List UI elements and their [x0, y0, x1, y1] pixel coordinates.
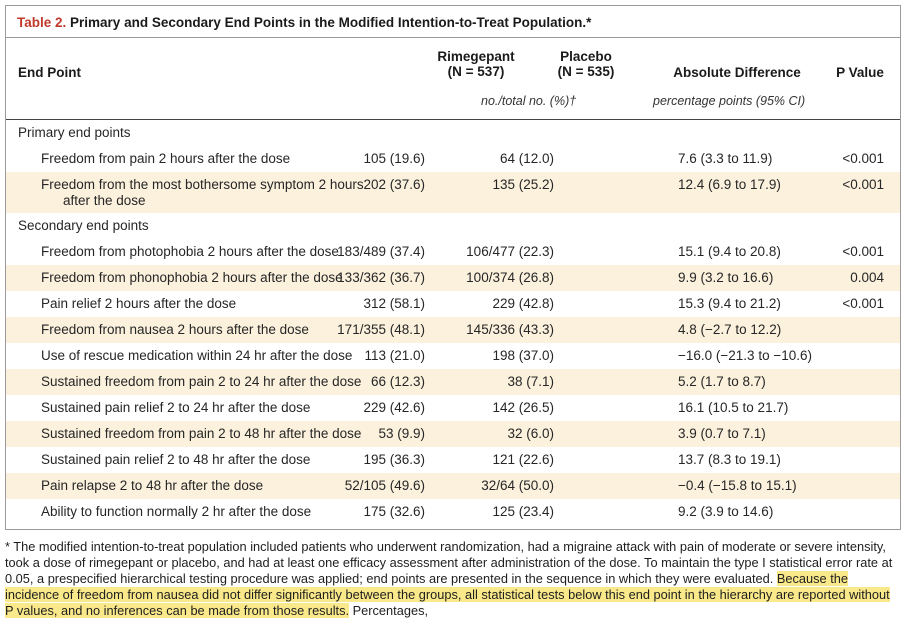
cell-difference: 5.2 (1.7 to 8.7) [678, 374, 766, 389]
cell-placebo: 125 (23.4) [492, 504, 554, 519]
table-title-text: Primary and Secondary End Points in the Modified Intention-to-Treat Population.* [66, 15, 592, 30]
header-units-counts: no./total no. (%)† [481, 94, 577, 108]
cell-placebo: 135 (25.2) [492, 177, 554, 192]
section-label: Secondary end points [18, 218, 149, 233]
cell-p-value: 0.004 [850, 270, 884, 285]
header-absolute-difference: Absolute Difference [673, 65, 801, 80]
header-units-diff: percentage points (95% CI) [653, 94, 806, 108]
cell-difference: 7.6 (3.3 to 11.9) [678, 151, 773, 166]
cell-p-value: <0.001 [842, 151, 884, 166]
cell-difference: 9.2 (3.9 to 14.6) [678, 504, 774, 519]
cell-placebo: 142 (26.5) [492, 400, 554, 415]
cell-p-value: <0.001 [842, 244, 884, 259]
cell-placebo: 32/64 (50.0) [481, 478, 554, 493]
table-row [6, 369, 900, 395]
table-row [6, 447, 900, 473]
cell-rimegepant: 133/362 (36.7) [337, 270, 425, 285]
cell-placebo: 100/374 (26.8) [466, 270, 554, 285]
cell-rimegepant: 175 (32.6) [363, 504, 425, 519]
cell-difference: 16.1 (10.5 to 21.7) [678, 400, 789, 415]
cell-p-value: <0.001 [842, 296, 884, 311]
cell-difference: 4.8 (−2.7 to 12.2) [678, 322, 782, 337]
cell-placebo: 121 (22.6) [492, 452, 554, 467]
cell-p-value: <0.001 [842, 177, 884, 192]
cell-rimegepant: 52/105 (49.6) [344, 478, 425, 493]
header-rimegepant-n: (N = 537) [447, 64, 505, 79]
table-number: Table 2. [17, 15, 67, 30]
table-body [6, 120, 900, 525]
table-row [6, 473, 900, 499]
cell-end-point: Freedom from the most bothersome symptom 2 hours after the dose [41, 177, 364, 208]
table-row [6, 317, 900, 343]
cell-end-point: Ability to function normally 2 hr after the dose [41, 504, 312, 519]
cell-placebo: 64 (12.0) [499, 151, 554, 166]
section-header-row [6, 213, 900, 239]
cell-difference: −16.0 (−21.3 to −10.6) [678, 348, 812, 363]
cell-placebo: 32 (6.0) [507, 426, 554, 441]
cell-end-point: Sustained freedom from pain 2 to 48 hr after the dose [41, 426, 362, 441]
cell-rimegepant: 66 (12.3) [370, 374, 425, 389]
cell-rimegepant: 171/355 (48.1) [337, 322, 425, 337]
cell-end-point: Freedom from photophobia 2 hours after the dose [41, 244, 339, 259]
table-row [6, 265, 900, 291]
cell-rimegepant: 195 (36.3) [363, 452, 425, 467]
cell-difference: 13.7 (8.3 to 19.1) [678, 452, 781, 467]
table-row [6, 239, 900, 265]
header-placebo: Placebo (N = 535) [557, 49, 615, 79]
cell-end-point: Freedom from phonophobia 2 hours after the dose [41, 270, 343, 285]
table-frame [5, 5, 901, 530]
cell-difference: 15.3 (9.4 to 21.2) [678, 296, 781, 311]
table-row [6, 291, 900, 317]
table-row [6, 146, 900, 172]
header-end-point: End Point [18, 65, 81, 80]
cell-end-point: Freedom from nausea 2 hours after the dose [41, 322, 309, 337]
cell-rimegepant: 53 (9.9) [378, 426, 425, 441]
table-row [6, 421, 900, 447]
table-row [6, 395, 900, 421]
table-row [6, 499, 900, 525]
cell-placebo: 229 (42.8) [492, 296, 554, 311]
cell-end-point: Freedom from pain 2 hours after the dose [41, 151, 291, 166]
cell-difference: 12.4 (6.9 to 17.9) [678, 177, 781, 192]
footnote-highlight: Because the incidence of freedom from nausea did not differ significantly between the groups, all statistical tests below this end point in the hierarchy are reported without P values, and no inferences can be made from those results. [5, 571, 890, 618]
cell-rimegepant: 312 (58.1) [363, 296, 425, 311]
cell-rimegepant: 105 (19.6) [363, 151, 425, 166]
cell-difference: 15.1 (9.4 to 20.8) [678, 244, 781, 259]
table-header [6, 38, 900, 120]
cell-end-point: Sustained freedom from pain 2 to 24 hr after the dose [41, 374, 362, 389]
table-title [6, 6, 900, 38]
footnote [5, 539, 901, 619]
table-row [6, 172, 900, 213]
cell-end-point: Sustained pain relief 2 to 24 hr after the dose [41, 400, 311, 415]
footnote-text-tail: Percentages, [349, 603, 429, 618]
cell-placebo: 38 (7.1) [507, 374, 554, 389]
cell-difference: 9.9 (3.2 to 16.6) [678, 270, 774, 285]
cell-rimegepant: 229 (42.6) [363, 400, 425, 415]
section-label: Primary end points [18, 125, 131, 140]
cell-placebo: 145/336 (43.3) [466, 322, 554, 337]
cell-end-point: Sustained pain relief 2 to 48 hr after the dose [41, 452, 311, 467]
cell-rimegepant: 183/489 (37.4) [337, 244, 425, 259]
cell-placebo: 106/477 (22.3) [466, 244, 554, 259]
table-row [6, 343, 900, 369]
cell-difference: 3.9 (0.7 to 7.1) [678, 426, 766, 441]
cell-end-point: Use of rescue medication within 24 hr after the dose [41, 348, 353, 363]
header-rimegepant: Rimegepant (N = 537) [437, 49, 515, 79]
cell-rimegepant: 113 (21.0) [364, 348, 425, 363]
section-header-row [6, 120, 900, 146]
cell-placebo: 198 (37.0) [492, 348, 554, 363]
cell-end-point: Pain relief 2 hours after the dose [41, 296, 237, 311]
cell-rimegepant: 202 (37.6) [363, 177, 425, 192]
header-p-value: P Value [836, 65, 884, 80]
cell-end-point: Pain relapse 2 to 48 hr after the dose [41, 478, 264, 493]
footnote-text: * The modified intention-to-treat population included patients who underwent randomization, had a migraine attack with pain of moderate or severe intensity, took a dose of rimegepant or placebo, and had at least one efficacy assessment after administration of the dose. To maintain the type I statistical error rate at 0.05, a prespecified hierarchical testing procedure was applied; end points are presented in the sequence in which they were evaluated. [5, 539, 893, 586]
cell-difference: −0.4 (−15.8 to 15.1) [678, 478, 797, 493]
header-placebo-n: (N = 535) [557, 64, 615, 79]
